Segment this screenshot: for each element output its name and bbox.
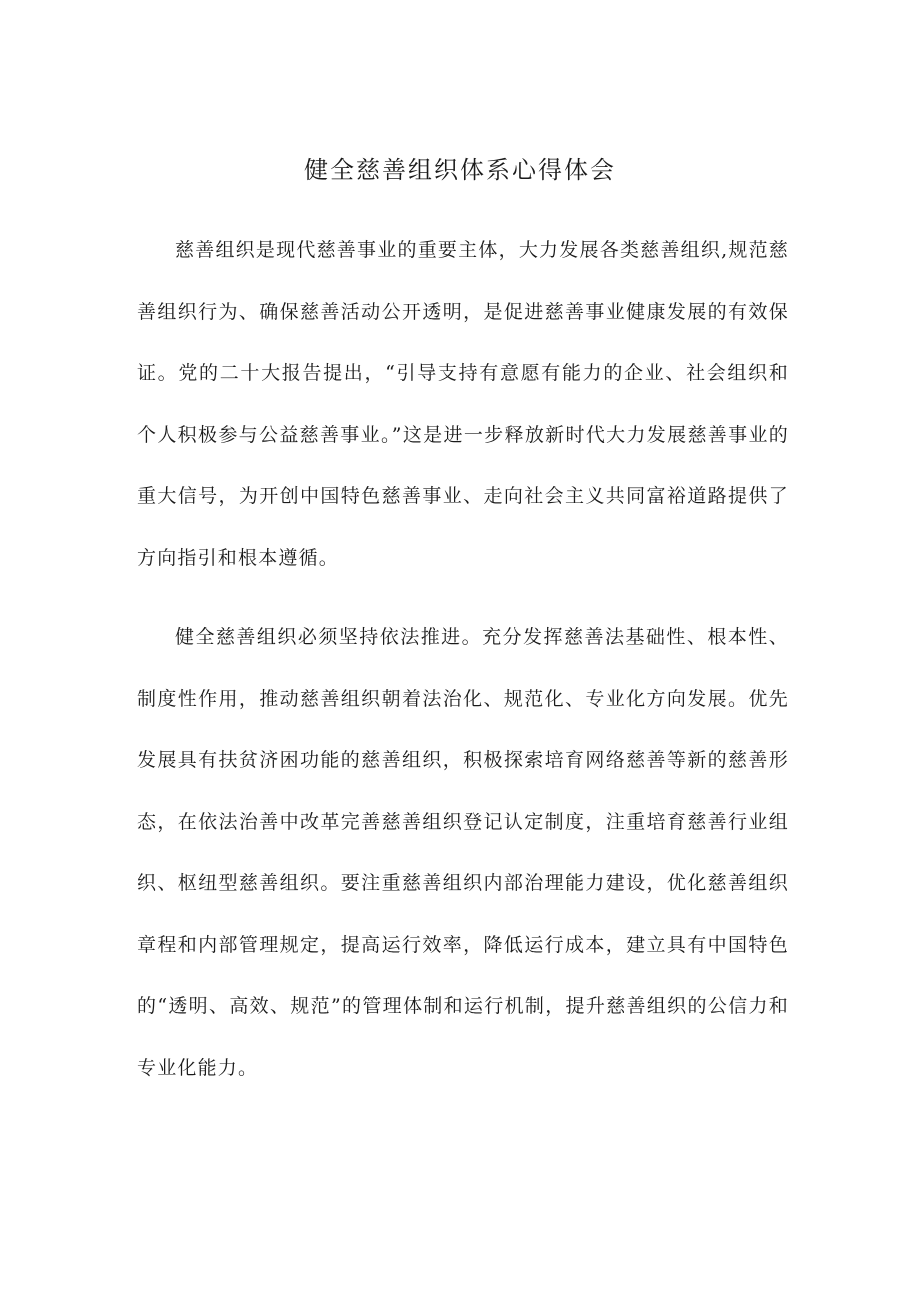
paragraph-1: 慈善组织是现代慈善事业的重要主体，大力发展各类慈善组织,规范慈善组织行为、确保慈善活动公开透明，是促进慈善事业健康发展的有效保证。党的二十大报告提出，“引导支持有意愿有能力的企业、社会组织和个人积极参与公益慈善事业。”这是进一步释放新时代大力发展慈善事业的重大信号，为开创中国特色慈善事业、走向社会主义共同富裕道路提供了方向指引和根本遵循。: [137, 239, 789, 569]
paragraph-2: 健全慈善组织必须坚持依法推进。充分发挥慈善法基础性、根本性、制度性作用，推动慈善组织朝着法治化、规范化、专业化方向发展。优先发展具有扶贫济困功能的慈善组织，积极探索培育网络慈善等新的慈善形态，在依法治善中改革完善慈善组织登记认定制度，注重培育慈善行业组织、枢纽型慈善组织。要注重慈善组织内部治理能力建设，优化慈善组织章程和内部管理规定，提高运行效率，降低运行成本，建立具有中国特色的“透明、高效、规范”的管理体制和运行机制，提升慈善组织的公信力和专业化能力。: [137, 626, 789, 1079]
document-title: 健全慈善组织体系心得体会: [304, 156, 616, 184]
